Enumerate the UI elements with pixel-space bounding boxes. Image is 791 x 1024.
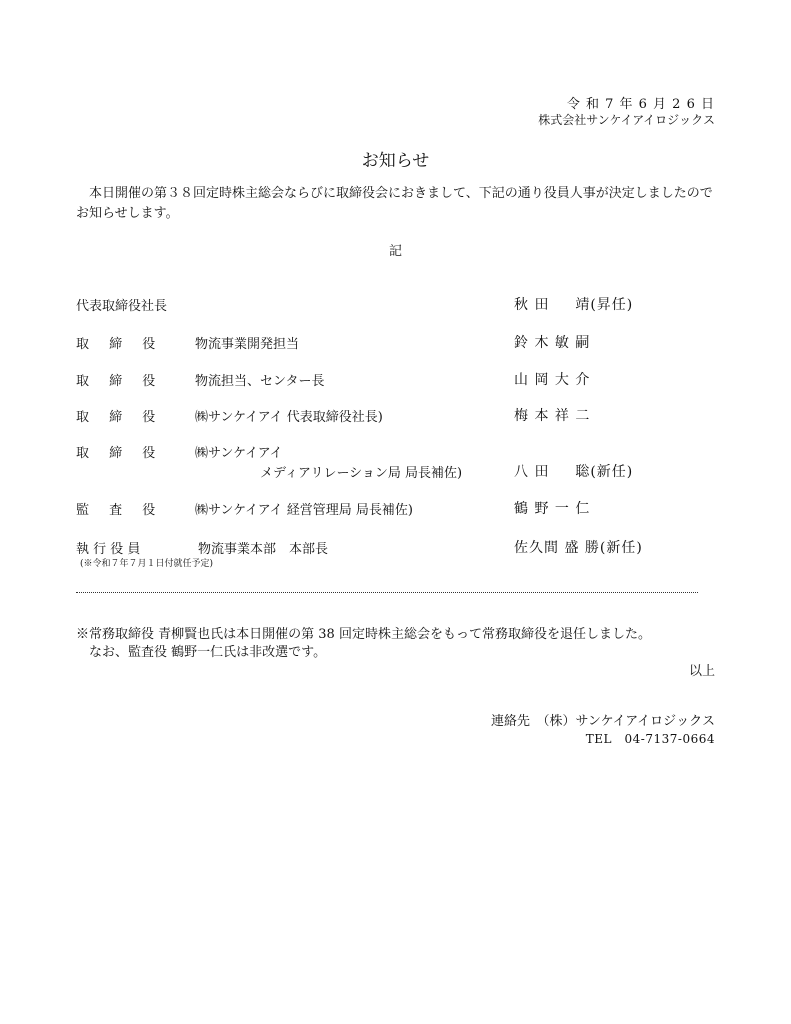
officer-name: 山 岡 大 介 (514, 372, 591, 388)
footnote-line-1: ※常務取締役 青柳賢也氏は本日開催の第 38 回定時株主総会をもって常務取締役を退任しました。 (76, 627, 651, 642)
officer-title: 取 締 役 (76, 374, 164, 389)
officer-title: 取 締 役 (76, 337, 164, 352)
officer-title: 監 査 役 (76, 503, 164, 518)
contact-tel: TEL 04-7137-0664 (585, 732, 715, 746)
officer-department: ㈱サンケイアイ 経営管理局 局長補佐) (195, 503, 413, 518)
officer-department: 物流事業開発担当 (195, 337, 300, 352)
officer-department: 物流担当、センター長 (195, 374, 325, 389)
page-title: お知らせ (361, 151, 430, 171)
dotted-divider (76, 592, 698, 593)
officer-name: 秋 田 靖(昇任) (514, 297, 634, 313)
closing-ijou: 以上 (688, 664, 715, 679)
contact-label: 連絡先 （株）サンケイアイロジックス (491, 714, 715, 729)
officer-title: 取 締 役 (76, 446, 164, 461)
footnote-line-2: なお、監査役 鶴野一仁氏は非改選です。 (89, 645, 327, 660)
officer-name: 佐久間 盛 勝(新任) (514, 540, 643, 556)
officer-department: ㈱サンケイアイ (195, 446, 283, 461)
document-date: 令 和 7 年 6 月 2 6 日 (566, 97, 715, 112)
officer-title: 執 行 役 員 (76, 542, 141, 557)
officer-department-line2: メディアリレーション局 局長補佐) (260, 466, 463, 481)
officer-name: 梅 本 祥 二 (514, 408, 591, 424)
ki-heading: 記 (388, 244, 402, 259)
officer-name: 鈴 木 敏 嗣 (514, 335, 591, 351)
company-name: 株式会社サンケイアイロジックス (538, 113, 715, 127)
officer-name: 鶴 野 一 仁 (514, 501, 591, 517)
officer-title: 取 締 役 (76, 410, 164, 425)
officer-department: 物流事業本部 本部長 (198, 542, 329, 557)
officer-department: ㈱サンケイアイ 代表取締役社長) (195, 410, 383, 425)
appointment-note: (※令和７年７月１日付就任予定) (80, 559, 214, 569)
intro-paragraph: 本日開催の第３８回定時株主総会ならびに取締役会におきまして、下記の通り役員人事が決定しましたのでお知らせします。 (76, 186, 713, 221)
officer-title: 代表取締役社長 (76, 299, 168, 314)
officer-name: 八 田 聡(新任) (514, 464, 634, 480)
